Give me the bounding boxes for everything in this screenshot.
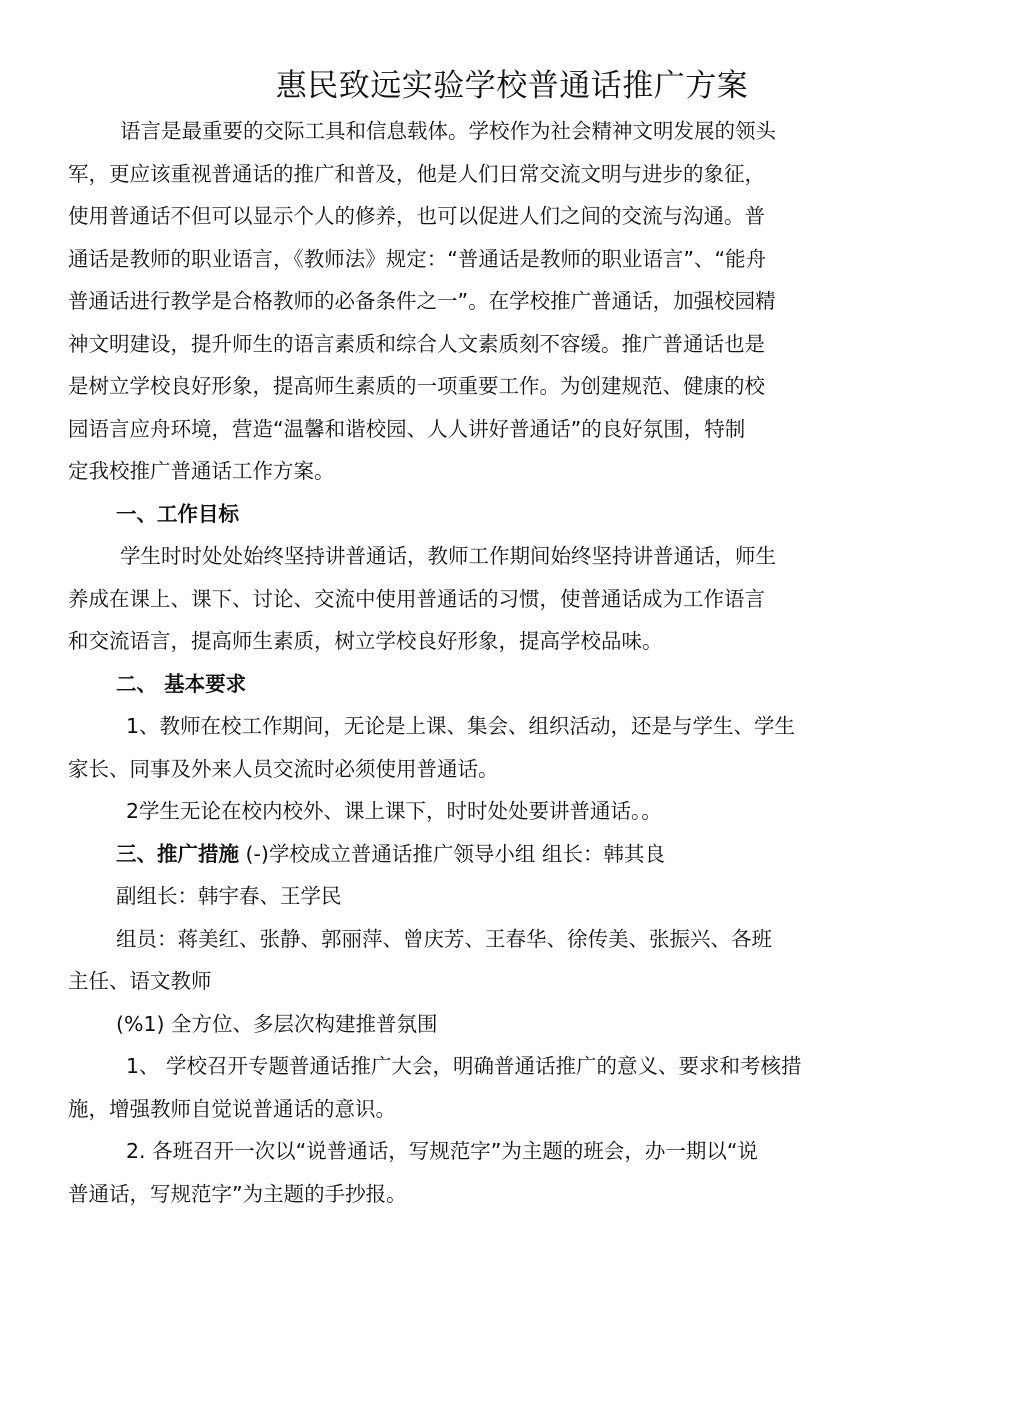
subsection-heading: (%1) 全方位、多层次构建推普氛围 [116, 1011, 438, 1036]
paragraph-line: 军，更应该重视普通话的推广和普及，他是人们日常交流文明与进步的象征， [68, 161, 765, 186]
paragraph-line: 养成在课上、课下、讨论、交流中使用普通话的习惯，使普通话成为工作语言 [68, 586, 765, 611]
members-line: 组员：蒋美红、张静、郭丽萍、曾庆芳、王春华、徐传美、张振兴、各班 [116, 926, 772, 951]
document-title: 惠民致远实验学校普通话推广方案 [275, 68, 749, 104]
section-heading-requirements: 二、 基本要求 [116, 671, 247, 696]
paragraph-line: 使用普通话不但可以显示个人的修养，也可以促进人们之间的交流与沟通。普 [68, 204, 765, 228]
section-measures-line [68, 833, 948, 876]
list-item-line: 施，增强教师自觉说普通话的意识。 [68, 1096, 396, 1121]
section-heading-measures: 三、推广措施 [116, 841, 239, 866]
paragraph-line: 定我校推广普通话工作方案。 [68, 459, 335, 483]
list-item-line: 普通话，写规范字”为主题的手抄报。 [68, 1181, 407, 1206]
deputy-leaders-line: 副组长：韩宇春、王学民 [116, 884, 342, 908]
list-item-line: 2. 各班召开一次以“说普通话，写规范字”为主题的班会，办一期以“说 [126, 1139, 758, 1163]
paragraph-line: 通话是教师的职业语言，《教师法》规定：“普通话是教师的职业语言”、“能舟 [68, 246, 767, 271]
paragraph-line: 是树立学校良好形象，提高师生素质的一项重要工作。为创建规范、健康的校 [68, 374, 765, 398]
leadership-group-text: (-)学校成立普通话推广领导小组 组长：韩其良 [245, 841, 665, 866]
members-line-continued: 主任、语文教师 [68, 969, 212, 993]
paragraph-line: 神文明建设，提升师生的语言素质和综合人文素质刻不容缓。推广普通话也是 [68, 331, 765, 356]
list-item-line: 家长、同事及外来人员交流时必须使用普通话。 [68, 756, 499, 781]
list-item-line: 1、 学校召开专题普通话推广大会，明确普通话推广的意义、要求和考核措 [126, 1054, 802, 1078]
paragraph-line: 普通话进行教学是合格教师的必备条件之一”。在学校推广普通话，加强校园精 [68, 289, 776, 313]
paragraph-line: 园语言应舟环境，营造“温馨和谐校园、人人讲好普通话”的良好氛围，特制 [68, 416, 746, 441]
section-heading-goals: 一、工作目标 [116, 501, 239, 526]
paragraph-line: 学生时时处处始终坚持讲普通话，教师工作期间始终坚持讲普通话，师生 [120, 544, 776, 568]
paragraph-line: 语言是最重要的交际工具和信息载体。学校作为社会精神文明发展的领头 [120, 119, 776, 143]
paragraph-line: 和交流语言，提高师生素质，树立学校良好形象，提高学校品味。 [68, 629, 663, 653]
list-item-line: 2学生无论在校内校外、课上课下，时时处处要讲普通话。。 [126, 799, 662, 823]
list-item-line: 1、教师在校工作期间，无论是上课、集会、组织活动，还是与学生、学生 [126, 714, 796, 738]
document-body [68, 110, 948, 1215]
